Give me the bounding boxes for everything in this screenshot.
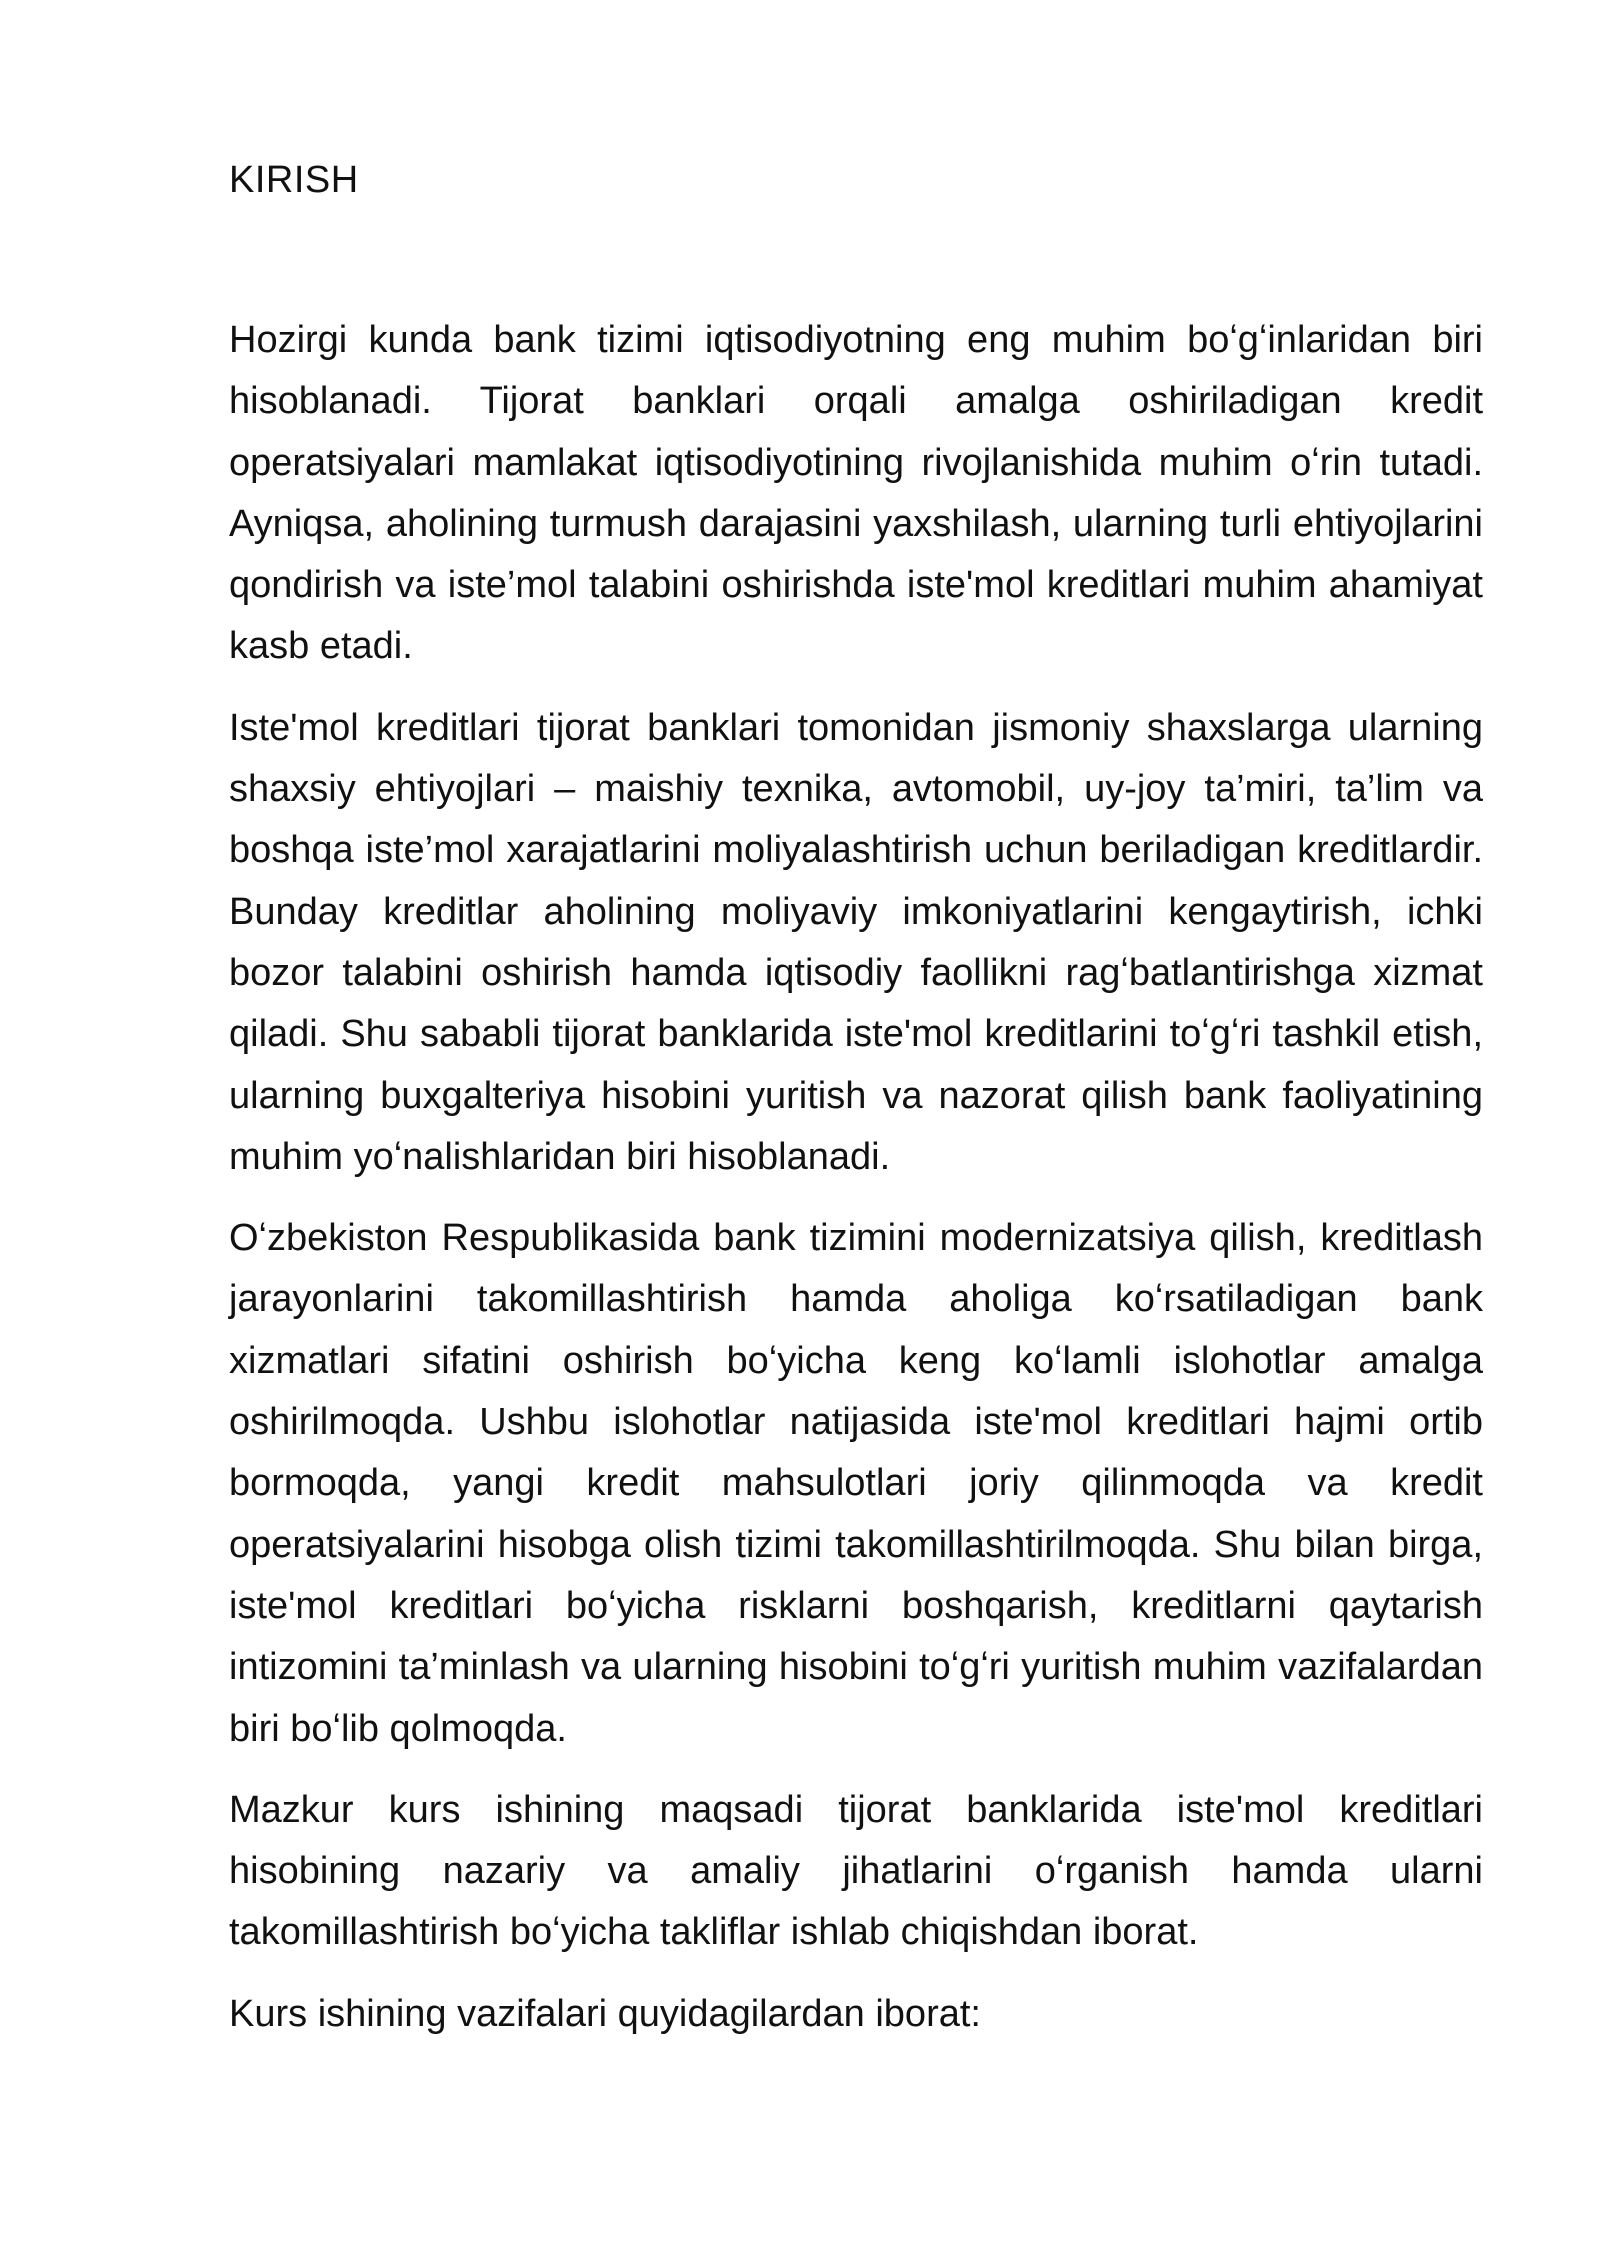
document-body: [229, 150, 1483, 2065]
paragraph-purpose: Mazkur kurs ishining maqsadi tijorat banklarida iste'mol kreditlari hisobining nazariy va amaliy jihatlarini oʻrganish hamda ularni takomillashtirish boʻyicha takliflar ishlab chiqishdan iborat.: [229, 1788, 1483, 1954]
paragraph-reforms: Oʻzbekiston Respublikasida bank tizimini modernizatsiya qilish, kreditlash jarayonlarini takomillashtirish hamda aholiga koʻrsatiladigan bank xizmatlari sifatini oshirish boʻyicha keng koʻlamli islohotlar amalga oshirilmoqda. Ushbu islohotlar natijasida iste'mol kreditlari hajmi ortib bormoqda, yangi kredit mahsulotlari joriy qilinmoqda va kredit operatsiyalarini hisobga olish tizimi takomillashtirilmoqda. Shu bilan birga, iste'mol kreditlari boʻyicha risklarni boshqarish, kreditlarni qaytarish intizomini ta’minlash va ularning hisobini toʻgʻri yuritish muhim vazifalardan biri boʻlib qolmoqda.: [229, 1217, 1483, 1750]
section-heading: KIRISH: [229, 159, 359, 201]
paragraph-tasks-intro: Kurs ishining vazifalari quyidagilardan iborat:: [229, 1992, 981, 2035]
paragraph-intro: Hozirgi kunda bank tizimi iqtisodiyotning eng muhim boʻgʻinlaridan biri hisoblanadi. Tijorat banklari orqali amalga oshiriladigan kredit operatsiyalari mamlakat iqtisodiyotining rivojlanishida muhim oʻrin tutadi. Ayniqsa, aholining turmush darajasini yaxshilash, ularning turli ehtiyojlarini qondirish va iste’mol talabini oshirishda iste'mol kreditlari muhim ahamiyat kasb etadi.: [229, 319, 1483, 668]
paragraph-consumer-credit-definition: Iste'mol kreditlari tijorat banklari tomonidan jismoniy shaxslarga ularning shaxsiy ehtiyojlari – maishiy texnika, avtomobil, uy-joy ta’miri, ta’lim va boshqa iste’mol xarajatlarini moliyalashtirish uchun beriladigan kreditlardir. Bunday kreditlar aholining moliyaviy imkoniyatlarini kengaytirish, ichki bozor talabini oshirish hamda iqtisodiy faollikni ragʻbatlantirishga xizmat qiladi. Shu sababli tijorat banklarida iste'mol kreditlarini toʻgʻri tashkil etish, ularning buxgalteriya hisobini yuritish va nazorat qilish bank faoliyatining muhim yoʻnalishlaridan biri hisoblanadi.: [229, 706, 1483, 1178]
